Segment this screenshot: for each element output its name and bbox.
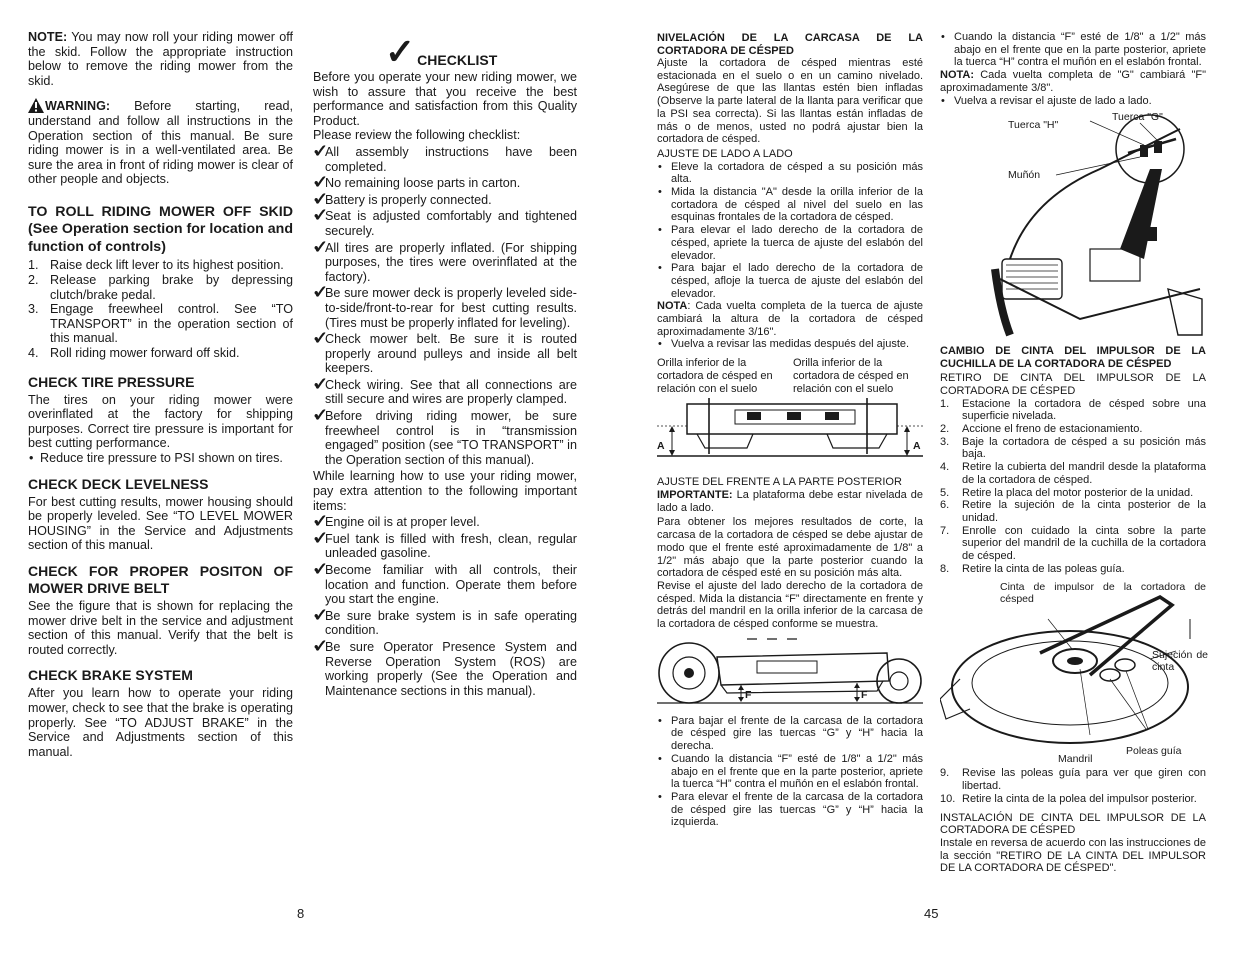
checklist-item: • ✓ Before driving riding mower, be sure freewheel control is in “transmission engaged” position (see “TO TRANSPORT” in the Operation section of this manual).: [313, 409, 577, 467]
fig-label-belt: Cinta de impulsor de la cortadora de césped: [1000, 581, 1206, 606]
left-column-1: [28, 30, 293, 759]
list-item: • Cuando la distancia “F” esté de 1/8" a 1/2" más abajo en el frente que en la parte posterior, apriete la tuerca “H” contra el muñón en el eslabón frontal.: [940, 31, 1206, 69]
checklist-item: • ✓ Be sure mower deck is properly leveled side-to-side/front-to-rear for best cutting results. (Tires must be properly inflated for leveling).: [313, 286, 577, 330]
fig-f-label-right: F: [861, 688, 868, 701]
list-item: 5. Retire la placa del motor posterior de la unidad.: [940, 486, 1194, 499]
belt-steps-2: [940, 767, 1206, 805]
side-bullets: [657, 161, 923, 301]
figure-front-rear-leveling: [657, 637, 923, 707]
fig-a-label-left: A: [657, 440, 665, 453]
check-mark-icon: • ✓: [313, 511, 329, 532]
deck-side-diagram: [657, 398, 923, 468]
list-item: • Reduce tire pressure to PSI shown on tires.: [28, 451, 293, 466]
tire-bullets: [28, 451, 293, 466]
note-paragraph: [28, 30, 293, 88]
front-text-1: Para obtener los mejores resultados de corte, la carcasa de la cortadora de césped se debe ajustar de modo que el frente esté aproximadamente de 1/8" a 1/2" más abajo que la parte posterior cuando la cortadora de césped esté en su posición más alta.: [657, 516, 923, 580]
deck-front-diagram: [657, 637, 923, 707]
fig-label-nut-g: Tuerca "G": [1112, 111, 1163, 124]
list-item: • Mida la distancia "A" desde la orilla inferior de la cortadora de césped al nivel del suelo en las esquinas frontales de la cortadora de césped.: [657, 186, 923, 224]
list-item: 3. Engage freewheel control. See “TO TRANSPORT” in the operation section of this manual.: [28, 302, 293, 346]
list-item: • Cuando la distancia “F” esté de 1/8" a 1/2" más abajo en el frente que en la parte posterior, apriete la tuerca “H” contra el muñón en el eslabón frontal.: [657, 753, 923, 791]
checklist-item: • ✓ All tires are properly inflated. (For shipping purposes, the tires were overinflated at the factory).: [313, 241, 577, 285]
col4-bullets: [940, 31, 1206, 69]
belt-steps: [940, 398, 1206, 576]
list-item: • Para elevar el frente de la carcasa de la cortadora de césped gire las tuercas “G” y “H” hacia la izquierda.: [657, 791, 923, 829]
list-item: 4. Roll riding mower forward off skid.: [28, 346, 240, 360]
note-label: NOTE:: [28, 30, 68, 44]
check-mark-icon: • ✓: [313, 527, 329, 548]
checklist-item: • ✓ Seat is adjusted comfortably and tightened securely.: [313, 209, 577, 238]
right-column-1: [657, 32, 923, 829]
checklist-mid: While learning how to use your riding mower, pay extra attention to the following important items:: [313, 469, 577, 513]
list-item: 1. Estacione la cortadora de césped sobre una superficie nivelada.: [940, 397, 1206, 423]
check-mark-icon: • ✓: [313, 188, 329, 209]
check-mark-icon: • ✓: [313, 282, 329, 303]
checklist-item: • ✓ Fuel tank is filled with fresh, clean, regular unleaded gasoline.: [313, 532, 577, 561]
roll-heading: TO ROLL RIDING MOWER OFF SKID (See Operation section for location and function of controls): [28, 203, 293, 255]
page-number-right: 45: [924, 906, 939, 921]
checklist-item: • ✓ Be sure brake system is in safe operating condition.: [313, 609, 577, 638]
list-item: 8. Retire la cinta de las poleas guía.: [940, 562, 1125, 575]
list-item: • Para bajar el lado derecho de la cortadora de césped, afloje la tuerca de ajuste del eslabón del elevador.: [657, 262, 923, 300]
checklist-intro: Before you operate your new riding mower, we wish to assure that you receive the best performance and satisfaction from this Quality Product.: [313, 70, 577, 128]
side-bullets-last: [657, 338, 923, 351]
deck-heading: CHECK DECK LEVELNESS: [28, 475, 209, 492]
checklist-items-2: [313, 511, 577, 698]
checklist-item: • ✓ Check wiring. See that all connections are still secure and wires are properly clamped.: [313, 378, 577, 407]
checklist-item: • ✓ Be sure Operator Presence System and Reverse Operation System (ROS) are working properly (See the Operation and Maintenance sections in this manual).: [313, 640, 577, 698]
front-important: IMPORTANTE: La plataforma debe estar nivelada de lado a lado.: [657, 488, 923, 514]
list-item: • Vuelva a revisar el ajuste de lado a lado.: [940, 95, 1206, 108]
side-note: NOTA: Cada vuelta completa de la tuerca de ajuste cambiará la altura de la cortadora de césped aproximadamente 3/16".: [657, 300, 923, 338]
list-item: • Para bajar el frente de la carcasa de la cortadora de césped gire las tuercas “G” y “H” hacia la derecha.: [657, 715, 923, 753]
tire-heading: CHECK TIRE PRESSURE: [28, 373, 195, 390]
col4-bullets-2: [940, 95, 1206, 108]
page-number-left: 8: [297, 906, 305, 921]
check-mark-icon: • ✓: [313, 140, 329, 161]
check-mark-icon: ✓: [385, 31, 416, 72]
warning-paragraph: [28, 98, 293, 187]
install-heading: INSTALACIÓN DE CINTA DEL IMPULSOR DE LA CORTADORA DE CÉSPED: [940, 811, 1206, 837]
checklist-item: • ✓ All assembly instructions have been completed.: [313, 145, 577, 174]
check-mark-icon: • ✓: [313, 373, 329, 394]
left-column-2: [313, 31, 577, 700]
note-text: You may now roll your riding mower off the skid. Follow the appropriate instruction below to remove the riding mower from the skid.: [28, 30, 293, 88]
fig-label-trunnion: Muñón: [1008, 169, 1041, 182]
list-item: 2. Release parking brake by depressing clutch/brake pedal.: [28, 273, 293, 302]
check-mark-icon: • ✓: [313, 172, 329, 193]
col4-note: NOTA: Cada vuelta completa de "G" cambiará "F" aproximadamente 3/8".: [940, 69, 1206, 94]
list-item: • Eleve la cortadora de césped a su posición más alta.: [657, 161, 923, 186]
list-item: • Para elevar el lado derecho de la cortadora de césped, apriete la tuerca de ajuste del eslabón del elevador.: [657, 224, 923, 262]
checklist-item: • ✓ Check mower belt. Be sure it is routed properly around pulleys and inside all belt keepers.: [313, 332, 577, 376]
checklist-review: Please review the following checklist:: [313, 128, 521, 143]
check-mark-icon: • ✓: [313, 405, 329, 426]
checklist-item: • ✓ Become familiar with all controls, their location and function. Operate them before you start the engine.: [313, 563, 577, 607]
check-mark-icon: • ✓: [313, 559, 329, 579]
warning-triangle-icon: [28, 98, 44, 113]
belt-text: See the figure that is shown for replacing the mower drive belt in the service and adjustment section of this manual. Verify that the belt is routed correctly.: [28, 598, 293, 657]
fig-a-caption-right: Orilla inferior de la cortadora de césped en relación con el suelo: [793, 357, 909, 395]
right-column-2: [940, 31, 1206, 875]
list-item: • Vuelva a revisar las medidas después del ajuste.: [657, 338, 923, 351]
front-bullets: [657, 715, 923, 829]
list-item: 6. Retire la sujeción de la cinta posterior de la unidad.: [940, 499, 1206, 524]
checklist-item: • ✓ No remaining loose parts in carton.: [313, 176, 577, 191]
deck-text: For best cutting results, mower housing should be properly leveled. See “TO LEVEL MOWER HOUSING” in the Service and Adjustments section of this manual.: [28, 494, 293, 553]
brake-text: After you learn how to operate your riding mower, check to see that the brake is operating properly. See “TO ADJUST BRAKE” in the Service and Adjustments section of this manual.: [28, 686, 293, 759]
check-mark-icon: • ✓: [313, 205, 329, 226]
check-mark-icon: • ✓: [313, 236, 329, 257]
belt-change-heading: CAMBIO DE CINTA DEL IMPULSOR DE LA CUCHILLA DE LA CORTADORA DE CÉSPED: [940, 345, 1206, 370]
figure-belt-routing: [940, 579, 1208, 766]
check-mark-icon: • ✓: [313, 328, 329, 349]
list-item: 7. Enrolle con cuidado la cinta sobre la parte superior del mandril de la cuchilla de la cortadora de césped.: [940, 524, 1206, 563]
side-heading: AJUSTE DE LADO A LADO: [657, 147, 793, 160]
list-item: 9. Revise las poleas guía para ver que giren con libertad.: [940, 767, 1206, 793]
list-item: 2. Accione el freno de estacionamiento.: [940, 423, 1143, 436]
checklist-item: • ✓ Engine oil is at proper level.: [313, 515, 577, 530]
list-item: 4. Retire la cubierta del mandril desde la plataforma de la cortadora de césped.: [940, 461, 1206, 486]
roll-steps: [28, 258, 293, 360]
front-heading: AJUSTE DEL FRENTE A LA PARTE POSTERIOR: [657, 476, 902, 489]
brake-heading: CHECK BRAKE SYSTEM: [28, 667, 193, 684]
level-heading: NIVELACIÓN DE LA CARCASA DE LA CORTADORA DE CÉSPED: [657, 32, 923, 57]
install-text: Instale en reversa de acuerdo con las instrucciones de la sección "RETIRO DE LA CINTA DEL IMPULSOR DE LA CORTADORA DE CÉSPED".: [940, 836, 1206, 875]
warning-text: Before starting, read, understand and follow all instructions in the Operation section of this manual. Be sure riding mower is in a well-ventilated area. Be sure the area in front of riding mower is clear of other people and objects.: [28, 99, 293, 187]
checklist-title: ✓ CHECKLIST: [385, 31, 498, 72]
figure-side-leveling: [657, 398, 923, 468]
checklist-item: • ✓ Battery is properly connected.: [313, 193, 577, 208]
list-item: 3. Baje la cortadora de césped a su posición más baja.: [940, 435, 1206, 461]
level-text: Ajuste la cortadora de césped mientras esté estacionada en el suelo o en un camino nivelado. Asegúrese de que las llantas estén bien infladas (Observe la parte lateral de la llanta para verificar que la PSI sea correcta). Si las llantas están infladas de más o de menos, usted no podrá ajustar bien la cortadora de césped.: [657, 57, 923, 146]
belt-heading: CHECK FOR PROPER POSITON OF MOWER DRIVE BELT: [28, 562, 293, 596]
figure-adjust-nuts: [940, 109, 1206, 337]
fig-a-caption-left: Orilla inferior de la cortadora de césped en relación con el suelo: [657, 357, 773, 395]
warning-label: WARNING:: [45, 99, 111, 114]
tire-text: The tires on your riding mower were overinflated at the factory for shipping purposes. Correct tire pressure is important for best cutting performance.: [28, 392, 293, 451]
fig-f-label-left: F: [745, 688, 752, 701]
fig-a-label-right: A: [913, 440, 921, 453]
front-link-nuts-diagram: [940, 109, 1206, 337]
fig-label-spindle: Mandril: [1058, 753, 1093, 766]
fig-label-idlers: Poleas guía: [1126, 745, 1182, 758]
fig-a-captions: [657, 357, 923, 395]
list-item: 1. Raise deck lift lever to its highest position.: [28, 258, 284, 273]
front-text-2: Revise el ajuste del lado derecho de la cortadora de césped. Mida la distancia “F” directamente en frente y detrás del mandril en la orilla inferior de la carcasa de la cortadora de césped conforme se muestra.: [657, 579, 923, 631]
check-mark-icon: • ✓: [313, 604, 329, 625]
checklist-items-1: [313, 140, 577, 467]
fig-label-nut-h: Tuerca "H": [1008, 119, 1059, 132]
belt-remove-heading: RETIRO DE CINTA DEL IMPULSOR DE LA CORTADORA DE CÉSPED: [940, 372, 1206, 397]
list-item: 10. Retire la cinta de la polea del impulsor posterior.: [940, 792, 1197, 805]
fig-label-keeper: Sujeción de cinta: [1152, 649, 1208, 674]
check-mark-icon: • ✓: [313, 635, 329, 656]
